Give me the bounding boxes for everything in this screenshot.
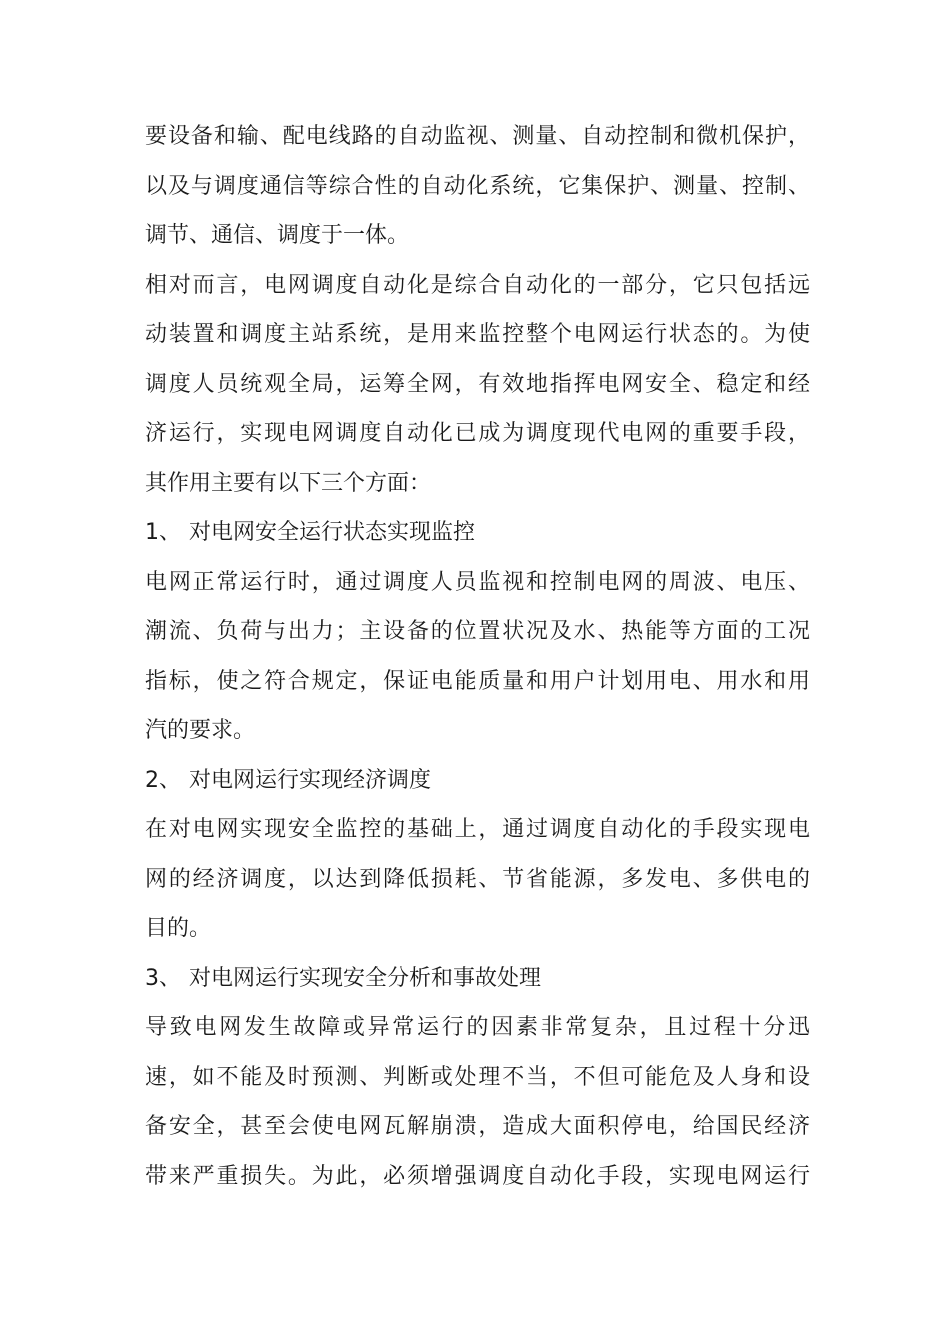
text-line: 相对而言，电网调度自动化是综合自动化的一部分，它只包括远	[145, 272, 810, 298]
body-paragraph	[145, 558, 810, 756]
text-line: 备安全，甚至会使电网瓦解崩溃，造成大面积停电，给国民经济	[145, 1114, 810, 1139]
section-title: 对电网运行实现安全分析和事故处理	[189, 965, 542, 991]
text-line: 调节、通信、调度于一体。	[145, 223, 410, 248]
text-line: 潮流、负荷与出力；主设备的位置状况及水、热能等方面的工况	[145, 619, 810, 644]
text-line: 其作用主要有以下三个方面：	[145, 470, 432, 496]
text-line: 济运行，实现电网调度自动化已成为调度现代电网的重要手段，	[145, 421, 810, 446]
body-paragraph	[145, 805, 810, 954]
section-heading	[145, 756, 810, 806]
document-body	[145, 112, 810, 1201]
text-line: 导致电网发生故障或异常运行的因素非常复杂，且过程十分迅	[145, 1015, 810, 1040]
text-line: 要设备和输、配电线路的自动监视、测量、自动控制和微机保护，	[145, 124, 810, 149]
text-line: 在对电网实现安全监控的基础上，通过调度自动化的手段实现电	[145, 817, 810, 842]
body-paragraph	[145, 112, 810, 261]
text-line: 动装置和调度主站系统，是用来监控整个电网运行状态的。为使	[145, 322, 810, 347]
text-line: 以及与调度通信等综合性的自动化系统，它集保护、测量、控制、	[145, 173, 810, 199]
text-line: 调度人员统观全局，运筹全网，有效地指挥电网安全、稳定和经	[145, 371, 810, 397]
section-heading	[145, 954, 810, 1004]
section-title: 对电网运行实现经济调度	[189, 767, 432, 793]
section-number: 2、	[145, 767, 181, 793]
text-line: 目的。	[145, 916, 212, 941]
text-line: 汽的要求。	[145, 718, 256, 743]
text-line: 带来严重损失。为此，必须增强调度自动化手段，实现电网运行	[145, 1163, 810, 1189]
text-line: 网的经济调度，以达到降低损耗、节省能源，多发电、多供电的	[145, 866, 810, 892]
section-title: 对电网安全运行状态实现监控	[189, 520, 476, 545]
text-line: 指标，使之符合规定，保证电能质量和用户计划用电、用水和用	[145, 668, 810, 694]
section-heading	[145, 508, 810, 558]
body-paragraph	[145, 261, 810, 509]
section-number: 3、	[145, 965, 181, 991]
text-line: 速，如不能及时预测、判断或处理不当，不但可能危及人身和设	[145, 1064, 810, 1090]
body-paragraph	[145, 1003, 810, 1201]
text-line: 电网正常运行时，通过调度人员监视和控制电网的周波、电压、	[145, 569, 810, 595]
section-number: 1、	[145, 520, 181, 545]
